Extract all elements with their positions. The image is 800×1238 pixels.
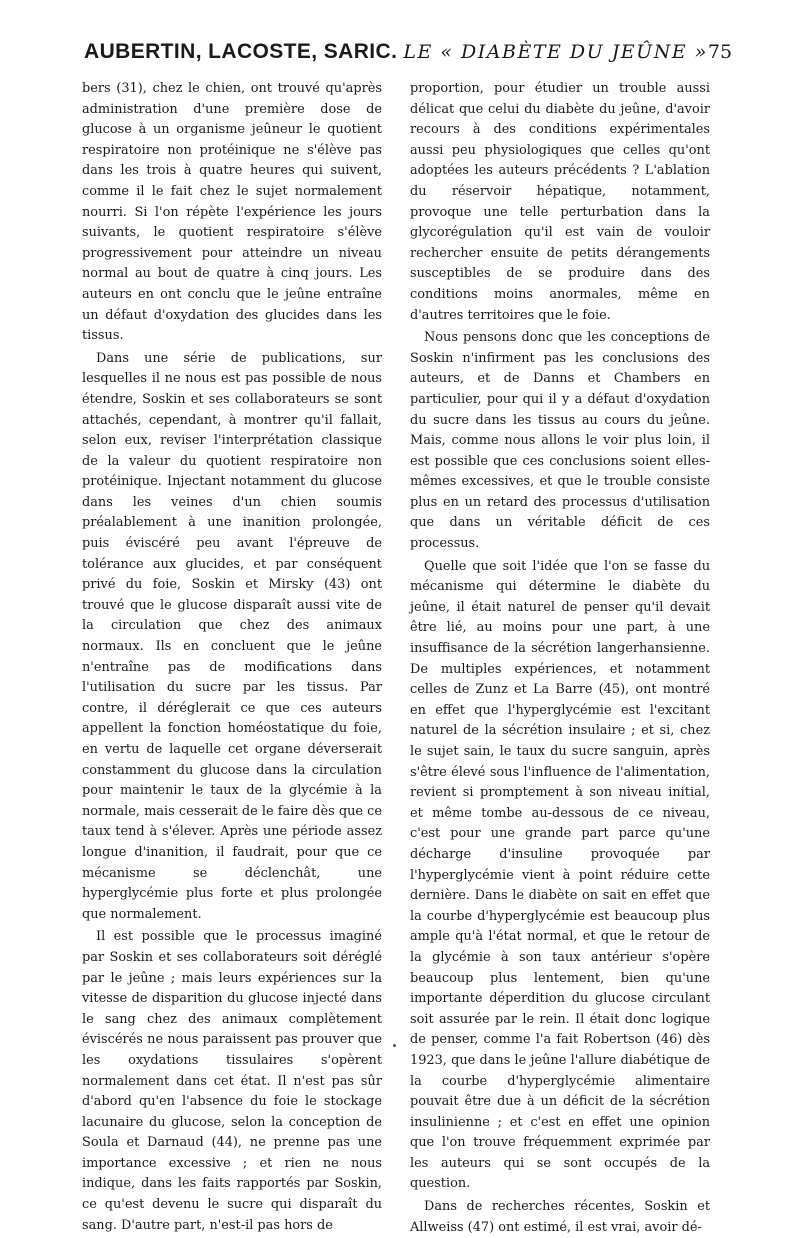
right-column bbox=[410, 79, 710, 1238]
header-authors: AUBERTIN, LACOSTE, SARIC. bbox=[84, 40, 398, 63]
page-number: 75 bbox=[707, 41, 733, 63]
paragraph: bers (31), chez le chien, ont trouvé qu'après administration d'une première dose de glucose à un organisme jeûneur le quotient respiratoire non protéinique ne s'élève pas dans les trois à quatre heures qui suivent, comme il le fait chez le sujet normalement nourri. Si l'on répète l'expérience les jours suivants, le quotient respiratoire s'élève progressivement pour atteindre un niveau normal au bout de quatre à cinq jours. Les auteurs en ont conclu que le jeûne entraîne un défaut d'oxydation des glucides dans les tissus. bbox=[82, 81, 382, 344]
left-column bbox=[82, 79, 382, 1236]
paragraph: Quelle que soit l'idée que l'on se fasse du mécanisme qui détermine le diabète du jeûne, il était naturel de penser qu'il devait être lié, au moins pour une part, à une insuffisance de la sécrétion langerhansienne. De multiples expériences, et notamment celles de Zunz et La Barre (45), ont montré en effet que l'hyperglycémie est l'excitant naturel de la sécrétion insulaire ; et si, chez le sujet sain, le taux du sucre sanguin, après s'être élevé sous l'influence de l'alimentation, revient si promptement à son niveau initial, et même tombe au-dessous de ce niveau, c'est pour une grande part parce qu'une décharge d'insuline provoquée par l'hyperglycémie vient à point réduire cette dernière. Dans le diabète on sait en effet que la courbe d'hyperglycémie est beaucoup plus ample qu'à l'état normal, et que le retour de la glycémie à son taux antérieur s'opère beaucoup plus lentement, bien qu'une importante déperdition du glucose circulant soit assurée par le rein. Il était donc logique de penser, comme l'a fait Robertson (46) dès 1923, que dans le jeûne l'allure diabétique de la courbe d'hyperglycémie alimentaire pouvait être due à un déficit de la sécrétion insulinienne ; et c'est en effet une opinion que l'on trouve fréquemment exprimée par les auteurs qui se sont occupés de la question. bbox=[410, 558, 710, 1192]
paragraph: proportion, pour étudier un trouble aussi délicat que celui du diabète du jeûne, d'avoir recours à des conditions expérimentales aussi peu physiologiques que celles qu'ont adoptées les auteurs précédents ? L'ablation du réservoir hépatique, notamment, provoque une telle perturbation dans la glycorégulation qu'il est vain de vouloir rechercher ensuite de petits dérangements susceptibles de se produire dans des conditions moins anormales, même en d'autres territoires que le foie. bbox=[410, 81, 710, 323]
running-header bbox=[84, 40, 733, 64]
paragraph: Il est possible que le processus imaginé par Soskin et ses collaborateurs soit déréglé par le jeûne ; mais leurs expériences sur la vitesse de disparition du glucose injecté dans le sang chez des animaux complètement éviscérés ne nous paraissent pas prouver que les oxydations tissulaires s'opèrent normalement dans cet état. Il n'est pas sûr d'abord qu'en l'absence du foie le stockage lacunaire du glucose, selon la conception de Soula et Darnaud (44), ne prenne pas une importance excessive ; et rien ne nous indique, dans les faits rapportés par Soskin, ce qu'est devenu le sucre qui disparaît du sang. D'autre part, n'est-il pas hors de bbox=[82, 929, 382, 1233]
header-title: LE « DIABÈTE DU JEÛNE » bbox=[403, 41, 708, 63]
print-speck bbox=[393, 1044, 396, 1047]
paragraph: Nous pensons donc que les conceptions de Soskin n'infirment pas les conclusions des auteurs, et de Danns et Chambers en particulier, pour qui il y a défaut d'oxydation du sucre dans les tissus au cours du jeûne. Mais, comme nous allons le voir plus loin, il est possible que ces conclusions soient elles-mêmes excessives, et que le trouble consiste plus en un retard des processus d'utilisation que dans un véritable déficit de ces processus. bbox=[410, 330, 710, 552]
paragraph: Dans de recherches récentes, Soskin et Allweiss (47) ont estimé, il est vrai, avoir dé- bbox=[410, 1199, 710, 1235]
paragraph: Dans une série de publications, sur lesquelles il ne nous est pas possible de nous étendre, Soskin et ses collaborateurs se sont attachés, cependant, à montrer qu'il fallait, selon eux, reviser l'interprétation classique de la valeur du quotient respiratoire non protéinique. Injectant notamment du glucose dans les veines d'un chien soumis préalablement à une inanition prolongée, puis éviscéré peu avant l'épreuve de tolérance aux glucides, et par conséquent privé du foie, Soskin et Mirsky (43) ont trouvé que le glucose disparaît aussi vite de la circulation que chez des animaux normaux. Ils en concluent que le jeûne n'entraîne pas de modifications dans l'utilisation du sucre par les tissus. Par contre, il déréglerait ce que ces auteurs appellent la fonction homéostatique du foie, en vertu de laquelle cet organe déverserait constamment du glucose dans la circulation pour maintenir le taux de la glycémie à la normale, mais cesserait de le faire dès que ce taux tend à s'élever. Après une période assez longue d'inanition, il faudrait, pour que ce mécanisme se déclenchât, une hyperglycémie plus forte et plus prolongée que normalement. bbox=[82, 350, 382, 922]
